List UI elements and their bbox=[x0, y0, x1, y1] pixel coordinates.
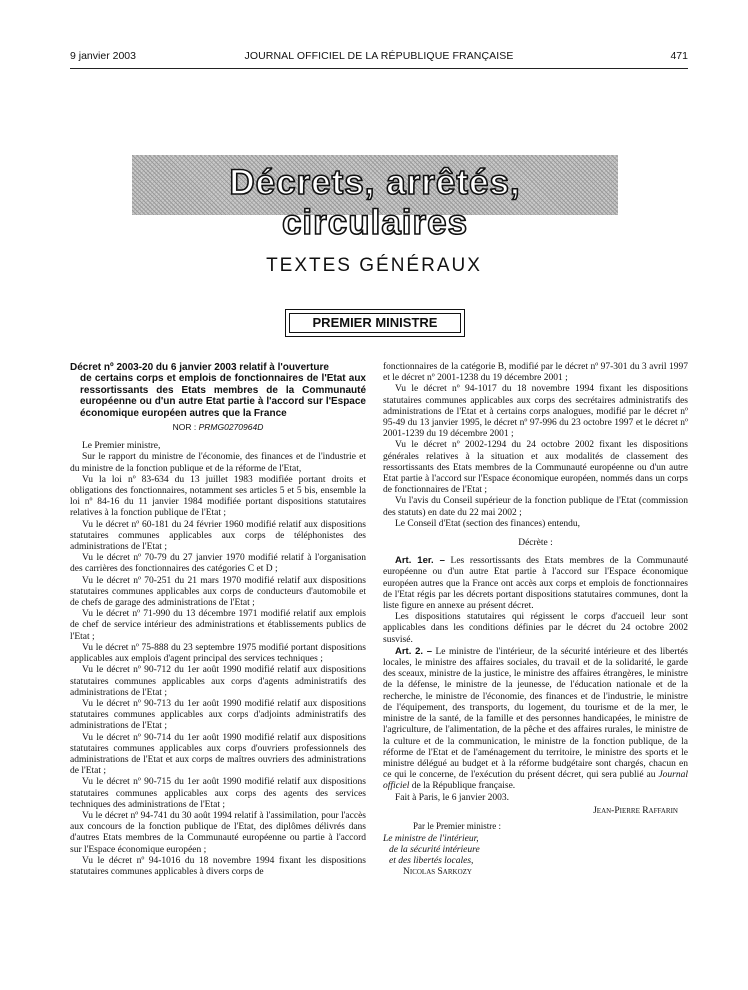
ministry-box bbox=[285, 309, 465, 337]
paragraph: Vu le décret nº 2002-1294 du 24 octobre 2002 fixant les dispositions générales relatives à la situation et aux modalités de classement des ressortissants des Etats membres de la Communauté européenne ou d'un autre Etat partie à l'accord sur l'Espace économique européen, nommés dans un corps de fonctionnaires de l'Etat ; bbox=[383, 440, 688, 496]
journal-officiel-ref: Journal officiel bbox=[383, 770, 688, 792]
paragraph: Vu le décret nº 90-714 du 1er août 1990 modifié relatif aux dispositions statutaires communes applicables aux corps d'ouvriers professionnels des administrations de l'Etat et aux corps de maîtres ouvriers des administrations de l'Etat ; bbox=[70, 732, 366, 777]
paragraph: fonctionnaires de la catégorie B, modifié par le décret nº 97-301 du 3 avril 1997 et le décret nº 2001-1238 du 19 décembre 2001 ; bbox=[383, 362, 688, 384]
paragraph: Vu le décret nº 90-712 du 1er août 1990 modifié relatif aux dispositions statutaires communes applicables aux corps d'agents administratifs des administrations de l'Etat ; bbox=[70, 665, 366, 698]
minister-role-line-3: et des libertés locales, bbox=[389, 856, 474, 867]
right-column bbox=[383, 362, 688, 878]
paragraph: Vu le décret nº 94-741 du 30 août 1994 relatif à l'assimilation, pour l'accès aux concours de la fonction publique de l'Etat, des diplômes délivrés dans d'autres Etats membres de la Communauté européenne ou partie à l'accord sur l'Espace économique européen ; bbox=[70, 810, 366, 855]
paragraph: Vu le décret nº 90-713 du 1er août 1990 modifié relatif aux dispositions statutaires communes applicables aux corps d'adjoints administratifs des administrations de l'Etat ; bbox=[70, 698, 366, 732]
running-header bbox=[70, 50, 688, 64]
paragraph: Vu le décret nº 94-1016 du 18 novembre 1994 fixant les dispositions statutaires communes applicables à divers corps de bbox=[70, 855, 366, 877]
article-2-text: Le ministre de l'intérieur, de la sécurité intérieure et des libertés locales, le ministre des affaires sociales, du travail et de la solidarité, le garde des sceaux, ministre de la justice, le ministre des affaires étrangères, le ministre de la défense, le ministre de la jeunesse, de l'éducation nationale et de la recherche, le ministre de l'économie, des finances et de l'industrie, le ministre de l'équipement, des transports, du logement, du tourisme et de la mer, le ministre de la santé, de la famille et des personnes handicapées, le ministre de l'agriculture, de l'alimentation, de la pêche et des affaires rurales, le ministre de la culture et de la communication, le ministre de la fonction publique, de la réforme de l'Etat et de l'aménagement du territoire, le ministre des sports et le ministre délégué au budget et à la réforme budgétaire sont chargés, chacun en ce qui le concerne, de l'exécution du présent décret, qui sera publié au bbox=[383, 646, 688, 781]
paragraph: Vu le décret nº 75-888 du 23 septembre 1975 modifié portant dispositions applicables aux emplois d'agent principal des services techniques ; bbox=[70, 642, 366, 665]
article-1-paragraph-2: Les dispositions statutaires qui régissent le corps d'accueil leur sont applicables dans les conditions définies par le décret du 24 octobre 2002 susvisé. bbox=[383, 612, 688, 645]
ministry-label: PREMIER MINISTRE bbox=[289, 313, 461, 333]
article-1-text: Les ressortissants des Etats membres de la Communauté européenne ou d'un autre Etat partie à l'accord sur l'Espace économique européen autres que la France ont accès aux corps et emplois de fonctionnaires de l'Etat régis par les décrets portant dispositions statutaires communes, dont la liste figure en annexe au présent décret. bbox=[383, 556, 688, 612]
place-date: Fait à Paris, le 6 janvier 2003. bbox=[395, 792, 509, 803]
paragraph: Le Conseil d'Etat (section des finances) entendu, bbox=[395, 518, 581, 529]
left-column bbox=[70, 362, 366, 878]
nor-reference bbox=[70, 422, 366, 433]
minister-name: Nicolas Sarkozy bbox=[403, 867, 472, 878]
paragraph: Vu le décret nº 70-79 du 27 janvier 1970 modifié relatif à l'organisation des carrières des fonctionnaires des catégories C et D ; bbox=[70, 553, 366, 575]
banner-title: Décrets, arrêtés, circulaires bbox=[229, 163, 521, 242]
paragraph: Vu le décret nº 90-715 du 1er août 1990 modifié relatif aux dispositions statutaires communes applicables aux corps des agents des services techniques des administrations de l'Etat ; bbox=[70, 777, 366, 810]
minister-role-line-1: Le ministre de l'intérieur, bbox=[383, 834, 479, 845]
decree-title bbox=[70, 362, 366, 419]
article-2-text-end: de la République française. bbox=[409, 781, 516, 792]
paragraph: Vu le décret nº 60-181 du 24 février 1960 modifié relatif aux dispositions statutaires communes applicables aux corps de téléphonistes des administrations de l'Etat ; bbox=[70, 519, 366, 553]
par-le-premier-ministre: Par le Premier ministre : bbox=[413, 820, 501, 831]
section-banner bbox=[132, 155, 618, 242]
article-2 bbox=[383, 646, 688, 793]
article-2-label: Art. 2. – bbox=[395, 645, 433, 657]
paragraph: Vu l'avis du Conseil supérieur de la fonction publique de l'Etat (commission des statuts) en date du 22 mai 2002 ; bbox=[383, 496, 688, 518]
paragraph: Vu la loi nº 83-634 du 13 juillet 1983 modifiée portant droits et obligations des fonctionnaires, notamment ses articles 5 et 5 bis, ensemble la loi nº 84-16 du 11 janvier 1984 modifiée portant dispositions statutaires relatives à la fonction publique de l'Etat ; bbox=[70, 474, 366, 519]
paragraph: Vu le décret nº 71-990 du 13 décembre 1971 modifié relatif aux emplois de chef de service intérieur des administrations et établissements publics de l'Etat ; bbox=[70, 609, 366, 642]
signatory-name: Jean-Pierre Raffarin bbox=[593, 805, 678, 816]
minister-role bbox=[383, 834, 688, 867]
paragraph: Vu le décret nº 94-1017 du 18 novembre 1994 fixant les dispositions statutaires communes applicables aux corps des secrétaires administratifs des administrations de l'Etat et à certains corps analogues, modifié par le décret nº 95-49 du 13 janvier 1995, le décret nº 97-996 du 23 octobre 1997 et le décret nº 2001-1239 du 19 décembre 2001 ; bbox=[383, 384, 688, 440]
article-1-label: Art. 1er. – bbox=[395, 555, 445, 567]
decree-title-first-line: Décret nº 2003-20 du 6 janvier 2003 relatif à l'ouverture bbox=[70, 362, 329, 373]
nor-code: PRMG0270964D bbox=[198, 422, 264, 433]
minister-role-line-2: de la sécurité intérieure bbox=[389, 845, 480, 856]
header-page-number: 471 bbox=[670, 50, 688, 62]
section-title: TEXTES GÉNÉRAUX bbox=[266, 255, 482, 276]
decree-title-rest: de certains corps et emplois de fonctionnaires de l'Etat aux ressortissants des Etats membres de la Communauté européenne ou d'un autre Etat partie à l'accord sur l'Espace économique européen autres que la France bbox=[80, 373, 366, 419]
header-date: 9 janvier 2003 bbox=[70, 50, 136, 62]
header-journal-title: JOURNAL OFFICIEL DE LA RÉPUBLIQUE FRANÇAISE bbox=[244, 50, 514, 62]
nor-label: NOR : bbox=[172, 422, 197, 433]
paragraph: Vu le décret nº 70-251 du 21 mars 1970 modifié relatif aux dispositions statutaires communes applicables aux corps de conducteurs d'automobile et de chefs de garage des administrations de l'Etat ; bbox=[70, 575, 366, 609]
paragraph: Sur le rapport du ministre de l'économie, des finances et de l'industrie et du ministre de la fonction publique et de la réforme de l'Etat, bbox=[70, 452, 366, 474]
article-1 bbox=[383, 555, 688, 612]
decrete-heading: Décrète : bbox=[518, 538, 553, 549]
header-rule bbox=[70, 68, 688, 69]
paragraph: Le Premier ministre, bbox=[82, 441, 161, 452]
